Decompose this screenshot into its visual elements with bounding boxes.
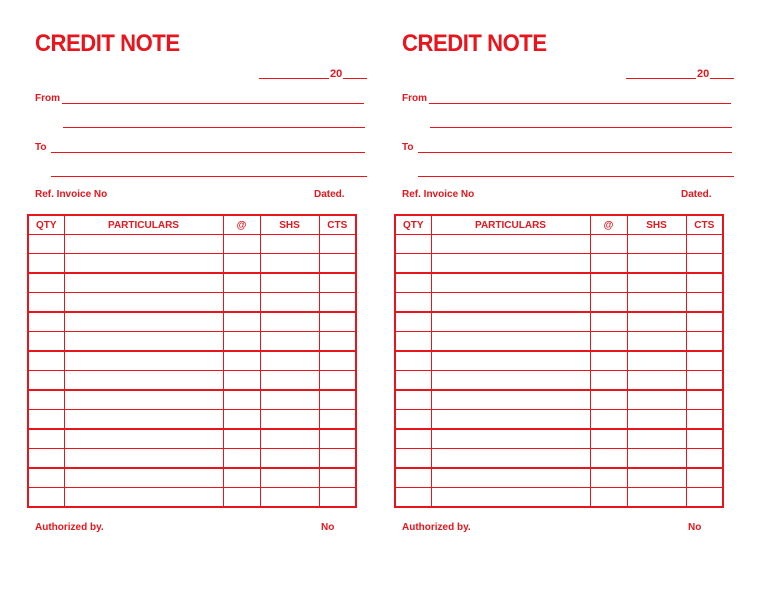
cell-rate[interactable] bbox=[590, 332, 627, 352]
table-row bbox=[28, 293, 356, 313]
cell-shs[interactable] bbox=[627, 390, 686, 410]
cell-qty[interactable] bbox=[28, 273, 64, 293]
cell-shs[interactable] bbox=[627, 371, 686, 391]
cell-rate[interactable] bbox=[590, 273, 627, 293]
date-day-line[interactable] bbox=[259, 78, 329, 79]
table-row bbox=[28, 429, 356, 449]
cell-cts[interactable] bbox=[686, 332, 723, 352]
cell-particulars[interactable] bbox=[64, 488, 223, 508]
to-label: To bbox=[402, 142, 414, 153]
cell-shs[interactable] bbox=[260, 273, 319, 293]
cell-cts[interactable] bbox=[686, 293, 723, 313]
cell-cts[interactable] bbox=[319, 332, 356, 352]
cell-rate[interactable] bbox=[590, 390, 627, 410]
number-label: No bbox=[688, 522, 702, 533]
col-rate: @ bbox=[223, 215, 260, 235]
cell-particulars[interactable] bbox=[431, 488, 590, 508]
table-row bbox=[28, 351, 356, 371]
cell-qty[interactable] bbox=[28, 332, 64, 352]
cell-shs[interactable] bbox=[260, 371, 319, 391]
cell-particulars[interactable] bbox=[64, 390, 223, 410]
cell-particulars[interactable] bbox=[431, 254, 590, 274]
table-row bbox=[395, 429, 723, 449]
table-row bbox=[28, 449, 356, 469]
cell-shs[interactable] bbox=[260, 332, 319, 352]
cell-rate[interactable] bbox=[590, 312, 627, 332]
cell-particulars[interactable] bbox=[431, 410, 590, 430]
cell-particulars[interactable] bbox=[431, 390, 590, 410]
cell-particulars[interactable] bbox=[64, 312, 223, 332]
cell-cts[interactable] bbox=[686, 351, 723, 371]
cell-rate[interactable] bbox=[223, 312, 260, 332]
from-label: From bbox=[35, 93, 60, 104]
cell-cts[interactable] bbox=[319, 390, 356, 410]
items-table bbox=[27, 214, 357, 508]
cell-rate[interactable] bbox=[223, 293, 260, 313]
cell-qty[interactable] bbox=[28, 293, 64, 313]
cell-qty[interactable] bbox=[395, 410, 431, 430]
table-row bbox=[395, 312, 723, 332]
table-row bbox=[28, 254, 356, 274]
cell-shs[interactable] bbox=[260, 410, 319, 430]
cell-cts[interactable] bbox=[686, 449, 723, 469]
cell-particulars[interactable] bbox=[431, 449, 590, 469]
date-day-line[interactable] bbox=[626, 78, 696, 79]
cell-rate[interactable] bbox=[223, 429, 260, 449]
cell-particulars[interactable] bbox=[64, 273, 223, 293]
table-row bbox=[28, 488, 356, 508]
from-field[interactable] bbox=[62, 103, 364, 104]
cell-particulars[interactable] bbox=[431, 235, 590, 254]
cell-shs[interactable] bbox=[627, 488, 686, 508]
table-row bbox=[28, 332, 356, 352]
cell-qty[interactable] bbox=[28, 449, 64, 469]
cell-qty[interactable] bbox=[28, 410, 64, 430]
cell-particulars[interactable] bbox=[64, 371, 223, 391]
table-row bbox=[28, 312, 356, 332]
cell-cts[interactable] bbox=[686, 468, 723, 488]
cell-cts[interactable] bbox=[319, 293, 356, 313]
cell-particulars[interactable] bbox=[64, 332, 223, 352]
table-row bbox=[28, 371, 356, 391]
cell-shs[interactable] bbox=[627, 468, 686, 488]
cell-shs[interactable] bbox=[627, 429, 686, 449]
cell-shs[interactable] bbox=[260, 468, 319, 488]
col-cts: CTS bbox=[319, 215, 356, 235]
cell-shs[interactable] bbox=[627, 235, 686, 254]
cell-particulars[interactable] bbox=[431, 332, 590, 352]
to-field-2[interactable] bbox=[418, 176, 734, 177]
col-particulars: PARTICULARS bbox=[64, 215, 223, 235]
cell-rate[interactable] bbox=[223, 390, 260, 410]
cell-cts[interactable] bbox=[319, 351, 356, 371]
col-shs: SHS bbox=[260, 215, 319, 235]
table-row bbox=[395, 371, 723, 391]
col-rate: @ bbox=[590, 215, 627, 235]
cell-rate[interactable] bbox=[223, 371, 260, 391]
cell-cts[interactable] bbox=[686, 273, 723, 293]
cell-cts[interactable] bbox=[319, 371, 356, 391]
year-prefix: 20 bbox=[330, 68, 343, 80]
ref-invoice-label: Ref. Invoice No bbox=[35, 189, 108, 200]
cell-rate[interactable] bbox=[590, 449, 627, 469]
ref-invoice-label: Ref. Invoice No bbox=[402, 189, 475, 200]
cell-rate[interactable] bbox=[223, 410, 260, 430]
cell-shs[interactable] bbox=[260, 351, 319, 371]
cell-shs[interactable] bbox=[260, 449, 319, 469]
cell-particulars[interactable] bbox=[431, 293, 590, 313]
cell-cts[interactable] bbox=[319, 254, 356, 274]
cell-qty[interactable] bbox=[395, 488, 431, 508]
table-row bbox=[395, 390, 723, 410]
cell-rate[interactable] bbox=[223, 468, 260, 488]
note-title: CREDIT NOTE bbox=[402, 30, 547, 57]
cell-particulars[interactable] bbox=[64, 468, 223, 488]
table-row bbox=[395, 293, 723, 313]
cell-rate[interactable] bbox=[223, 351, 260, 371]
cell-qty[interactable] bbox=[28, 488, 64, 508]
items-body[interactable] bbox=[28, 235, 356, 508]
cell-shs[interactable] bbox=[627, 312, 686, 332]
table-row bbox=[395, 488, 723, 508]
cell-cts[interactable] bbox=[319, 312, 356, 332]
cell-shs[interactable] bbox=[627, 273, 686, 293]
cell-cts[interactable] bbox=[319, 273, 356, 293]
cell-rate[interactable] bbox=[590, 235, 627, 254]
table-row bbox=[28, 273, 356, 293]
cell-cts[interactable] bbox=[319, 468, 356, 488]
date-year-line[interactable] bbox=[710, 78, 734, 79]
cell-rate[interactable] bbox=[590, 351, 627, 371]
cell-cts[interactable] bbox=[686, 254, 723, 274]
cell-cts[interactable] bbox=[686, 488, 723, 508]
cell-shs[interactable] bbox=[260, 254, 319, 274]
cell-shs[interactable] bbox=[627, 449, 686, 469]
cell-qty[interactable] bbox=[395, 332, 431, 352]
col-qty: QTY bbox=[28, 215, 64, 235]
table-row bbox=[395, 254, 723, 274]
items-table bbox=[394, 214, 724, 508]
from-field-2[interactable] bbox=[63, 127, 365, 128]
items-body[interactable] bbox=[395, 235, 723, 508]
cell-rate[interactable] bbox=[223, 235, 260, 254]
cell-shs[interactable] bbox=[260, 488, 319, 508]
cell-particulars[interactable] bbox=[431, 371, 590, 391]
table-row bbox=[28, 468, 356, 488]
cell-qty[interactable] bbox=[395, 254, 431, 274]
cell-qty[interactable] bbox=[395, 371, 431, 391]
cell-cts[interactable] bbox=[319, 449, 356, 469]
cell-cts[interactable] bbox=[319, 488, 356, 508]
cell-shs[interactable] bbox=[627, 293, 686, 313]
table-row bbox=[28, 390, 356, 410]
cell-qty[interactable] bbox=[395, 429, 431, 449]
from-label: From bbox=[402, 93, 427, 104]
cell-cts[interactable] bbox=[319, 410, 356, 430]
cell-cts[interactable] bbox=[319, 429, 356, 449]
cell-particulars[interactable] bbox=[431, 468, 590, 488]
cell-cts[interactable] bbox=[686, 371, 723, 391]
cell-qty[interactable] bbox=[395, 351, 431, 371]
cell-particulars[interactable] bbox=[64, 254, 223, 274]
year-prefix: 20 bbox=[697, 68, 710, 80]
cell-qty[interactable] bbox=[28, 312, 64, 332]
cell-particulars[interactable] bbox=[431, 273, 590, 293]
cell-rate[interactable] bbox=[590, 371, 627, 391]
cell-shs[interactable] bbox=[260, 429, 319, 449]
cell-rate[interactable] bbox=[590, 468, 627, 488]
cell-qty[interactable] bbox=[395, 390, 431, 410]
cell-rate[interactable] bbox=[590, 429, 627, 449]
credit-note-left bbox=[35, 0, 375, 594]
cell-qty[interactable] bbox=[28, 371, 64, 391]
from-field-2[interactable] bbox=[430, 127, 732, 128]
table-row bbox=[395, 449, 723, 469]
cell-qty[interactable] bbox=[28, 254, 64, 274]
cell-cts[interactable] bbox=[686, 410, 723, 430]
cell-shs[interactable] bbox=[260, 390, 319, 410]
col-cts: CTS bbox=[686, 215, 723, 235]
col-shs: SHS bbox=[627, 215, 686, 235]
cell-particulars[interactable] bbox=[64, 235, 223, 254]
cell-qty[interactable] bbox=[28, 351, 64, 371]
table-row bbox=[28, 235, 356, 254]
cell-rate[interactable] bbox=[590, 488, 627, 508]
cell-qty[interactable] bbox=[395, 468, 431, 488]
cell-rate[interactable] bbox=[223, 332, 260, 352]
cell-cts[interactable] bbox=[686, 429, 723, 449]
cell-shs[interactable] bbox=[260, 312, 319, 332]
to-field[interactable] bbox=[51, 152, 365, 153]
cell-qty[interactable] bbox=[395, 293, 431, 313]
cell-shs[interactable] bbox=[627, 332, 686, 352]
cell-cts[interactable] bbox=[686, 235, 723, 254]
cell-rate[interactable] bbox=[590, 410, 627, 430]
note-title: CREDIT NOTE bbox=[35, 30, 180, 57]
from-field[interactable] bbox=[429, 103, 731, 104]
cell-shs[interactable] bbox=[260, 293, 319, 313]
cell-cts[interactable] bbox=[319, 235, 356, 254]
cell-particulars[interactable] bbox=[431, 429, 590, 449]
cell-shs[interactable] bbox=[627, 254, 686, 274]
cell-cts[interactable] bbox=[686, 390, 723, 410]
cell-shs[interactable] bbox=[627, 410, 686, 430]
col-particulars: PARTICULARS bbox=[431, 215, 590, 235]
to-field[interactable] bbox=[418, 152, 732, 153]
table-row bbox=[395, 410, 723, 430]
to-field-2[interactable] bbox=[51, 176, 367, 177]
date-year-line[interactable] bbox=[343, 78, 367, 79]
cell-qty[interactable] bbox=[28, 429, 64, 449]
cell-qty[interactable] bbox=[395, 273, 431, 293]
cell-particulars[interactable] bbox=[64, 410, 223, 430]
cell-particulars[interactable] bbox=[431, 312, 590, 332]
cell-particulars[interactable] bbox=[64, 351, 223, 371]
authorized-label: Authorized by. bbox=[35, 522, 104, 533]
dated-label: Dated. bbox=[681, 189, 712, 200]
cell-qty[interactable] bbox=[28, 235, 64, 254]
table-row bbox=[395, 235, 723, 254]
cell-rate[interactable] bbox=[590, 254, 627, 274]
credit-note-right bbox=[402, 0, 742, 594]
authorized-label: Authorized by. bbox=[402, 522, 471, 533]
table-row bbox=[395, 468, 723, 488]
cell-qty[interactable] bbox=[395, 449, 431, 469]
table-row bbox=[28, 410, 356, 430]
cell-rate[interactable] bbox=[590, 293, 627, 313]
cell-rate[interactable] bbox=[223, 449, 260, 469]
cell-particulars[interactable] bbox=[64, 429, 223, 449]
cell-shs[interactable] bbox=[627, 351, 686, 371]
cell-particulars[interactable] bbox=[64, 293, 223, 313]
table-row bbox=[395, 332, 723, 352]
cell-rate[interactable] bbox=[223, 273, 260, 293]
dated-label: Dated. bbox=[314, 189, 345, 200]
table-row bbox=[395, 273, 723, 293]
cell-rate[interactable] bbox=[223, 488, 260, 508]
cell-qty[interactable] bbox=[28, 468, 64, 488]
cell-particulars[interactable] bbox=[64, 449, 223, 469]
col-qty: QTY bbox=[395, 215, 431, 235]
cell-qty[interactable] bbox=[28, 390, 64, 410]
cell-shs[interactable] bbox=[260, 235, 319, 254]
table-row bbox=[395, 351, 723, 371]
number-label: No bbox=[321, 522, 335, 533]
cell-cts[interactable] bbox=[686, 312, 723, 332]
to-label: To bbox=[35, 142, 47, 153]
cell-particulars[interactable] bbox=[431, 351, 590, 371]
cell-rate[interactable] bbox=[223, 254, 260, 274]
cell-qty[interactable] bbox=[395, 312, 431, 332]
cell-qty[interactable] bbox=[395, 235, 431, 254]
